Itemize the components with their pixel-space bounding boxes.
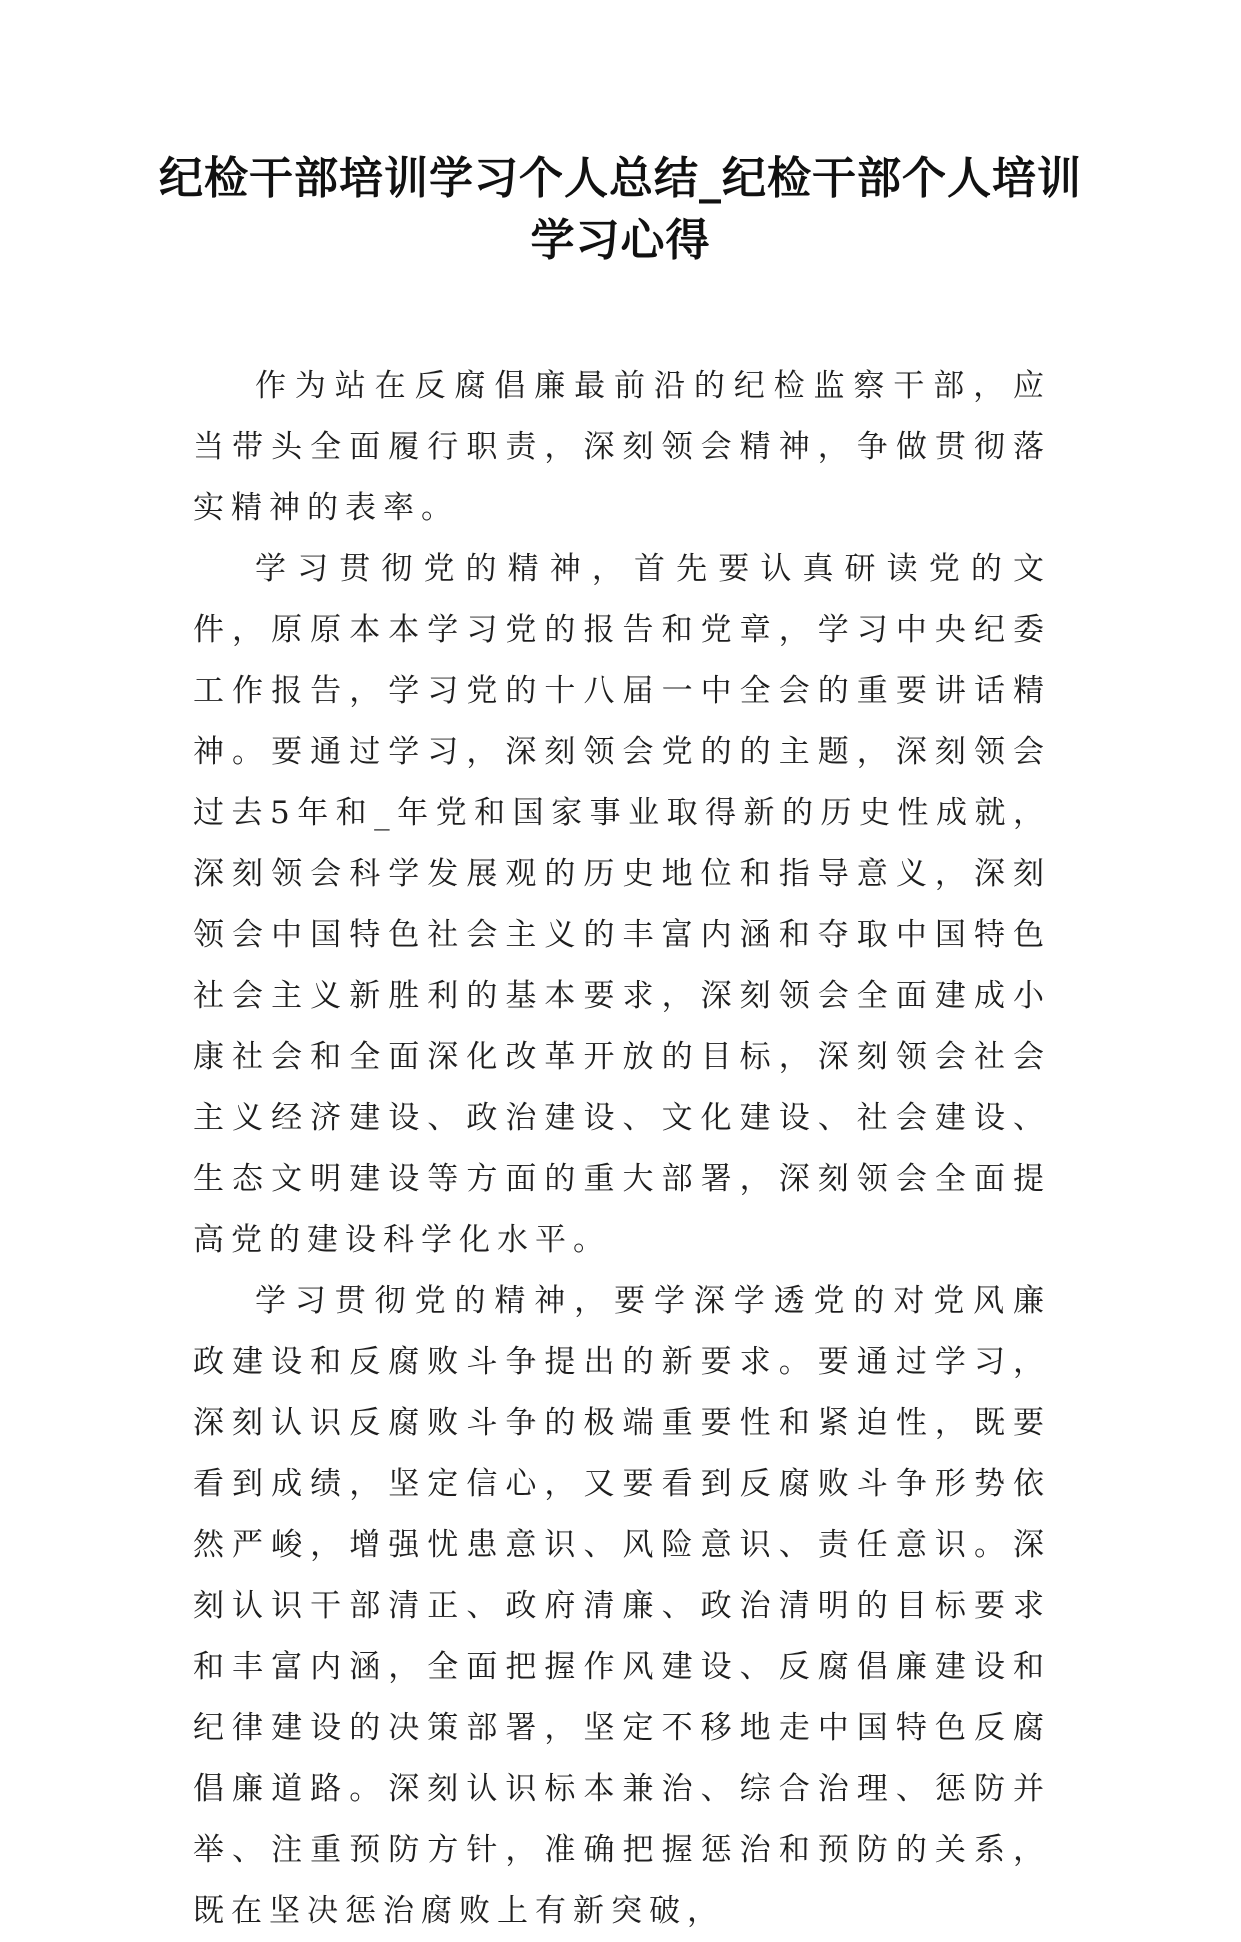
paragraph: 学习贯彻党的精神，首先要认真研读党的文件，原原本本学习党的报告和党章，学习中央纪委工作报告，学习党的十八届一中全会的重要讲话精神。要通过学习，深刻领会党的的主题，深刻领会过去5年和_年党和国家事业取得新的历史性成就，深刻领会科学发展观的历史地位和指导意义，深刻领会中国特色社会主义的丰富内涵和夺取中国特色社会主义新胜利的基本要求，深刻领会全面建成小康社会和全面深化改革开放的目标，深刻领会社会主义经济建设、政治建设、文化建设、社会建设、生态文明建设等方面的重大部署，深刻领会全面提高党的建设科学化水平。 xyxy=(193,551,1051,1258)
paragraph: 学习贯彻党的精神，要学深学透党的对党风廉政建设和反腐败斗争提出的新要求。要通过学习，深刻认识反腐败斗争的极端重要性和紧迫性，既要看到成绩，坚定信心，又要看到反腐败斗争形势依然严峻，增强忧患意识、风险意识、责任意识。深刻认识干部清正、政府清廉、政治清明的目标要求和丰富内涵，全面把握作风建设、反腐倡廉建设和纪律建设的决策部署，坚定不移地走中国特色反腐倡廉道路。深刻认识标本兼治、综合治理、惩防并举、注重预防方针，准确把握惩治和预防的关系，既在坚决惩治腐败上有新突破， xyxy=(193,1283,1051,1929)
document-body xyxy=(193,356,1051,1942)
paragraph: 作为站在反腐倡廉最前沿的纪检监察干部，应当带头全面履行职责，深刻领会精神，争做贯彻落实精神的表率。 xyxy=(193,368,1051,526)
document-title: 纪检干部培训学习个人总结_纪检干部个人培训学习心得 xyxy=(159,153,1082,266)
